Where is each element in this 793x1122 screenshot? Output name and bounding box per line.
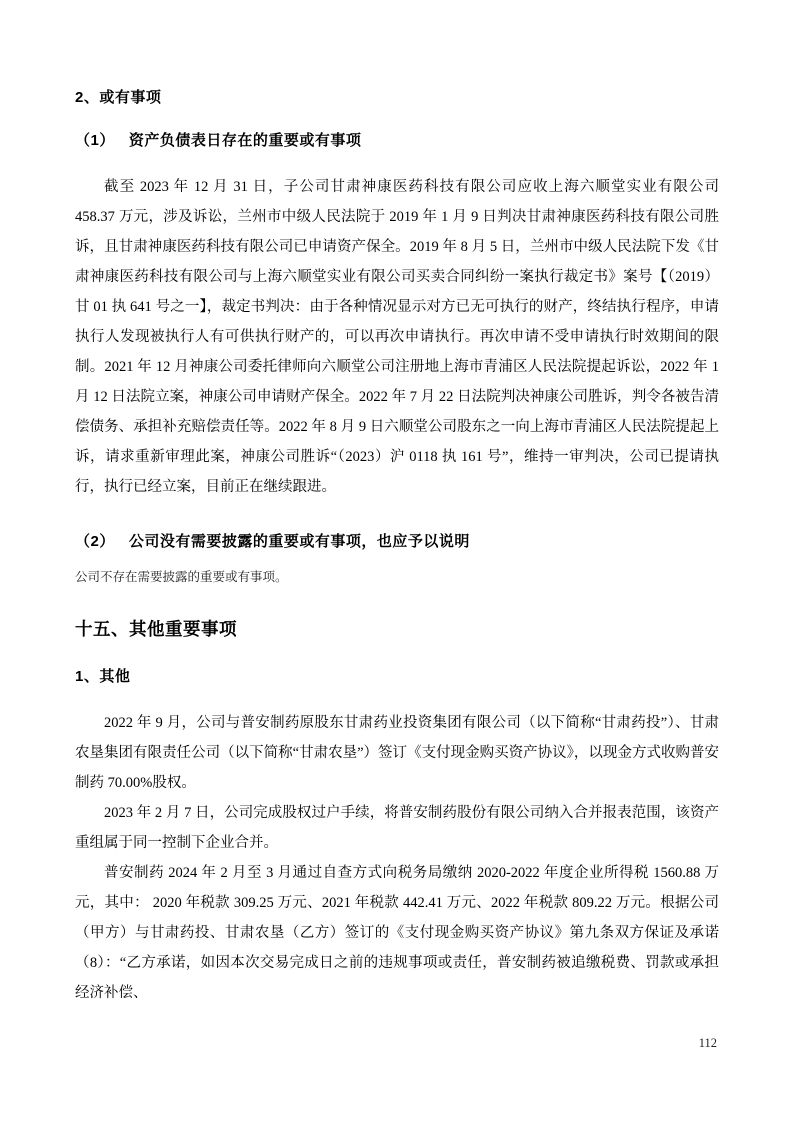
heading-sub1-title: 资产负债表日存在的重要或有事项	[128, 132, 362, 149]
heading-contingencies-sub1	[75, 129, 719, 150]
paragraph-litigation-detail: 截至 2023 年 12 月 31 日，子公司甘肃神康医药科技有限公司应收上海六顺堂实业有限公司 458.37 万元，涉及诉讼，兰州市中级人民法院于 2019 年 1 月 9 日判决甘肃神康医药科技有限公司胜诉，且甘肃神康医药科技有限公司已申请资产保全。2019 年 8 月 5 日，兰州市中级人民法院下发《甘肃神康医药科技有限公司与上海六顺堂实业有限公司买卖合同纠纷一案执行裁定书》案号【（2019）甘 01 执 641 号之一】，裁定书判决：由于各种情况显示对方已无可执行的财产，终结执行程序，申请执行人发现被执行人有可供执行财产的，可以再次申请执行。再次申请不受申请执行时效期间的限制。2021 年 12 月神康公司委托律师向六顺堂公司注册地上海市青浦区人民法院提起诉讼，2022 年 1 月 12 日法院立案，神康公司申请财产保全。2022 年 7 月 22 日法院判决神康公司胜诉，判令各被告清偿债务、承担补充赔偿责任等。2022 年 8 月 9 日六顺堂公司股东之一向上海市青浦区人民法院提起上诉，请求重新审理此案，神康公司胜诉“（2023）沪 0118 执 161 号”，维持一审判决，公司已提请执行，执行已经立案，目前正在继续跟进。	[75, 179, 719, 495]
heading-sub2-number: （2）	[75, 533, 115, 550]
heading-sub2-title: 公司没有需要披露的重要或有事项，也应予以说明	[128, 533, 470, 550]
heading-other-important-matters: 十五、其他重要事项	[75, 619, 237, 639]
heading-contingencies-sub2	[75, 530, 719, 551]
heading-contingencies: 2、或有事项	[75, 89, 162, 106]
heading-other-sub1: 1、其他	[75, 668, 131, 685]
heading-sub1-number: （1）	[75, 132, 115, 149]
paragraph-no-disclosure: 公司不存在需要披露的重要或有事项。	[75, 570, 288, 584]
paragraph-tax-payment: 普安制药 2024 年 2 月至 3 月通过自查方式向税务局缴纳 2020-2022 年度企业所得税 1560.88 万元，其中： 2020 年税款 309.25 万元、2021 年税款 442.41 万元、2022 年税款 809.22 万元。根据公司（甲方）与甘肃药投、甘肃农垦（乙方）签订的《支付现金购买资产协议》第九条双方保证及承诺（8）：“乙方承诺，如因本次交易完成日之前的违规事项或责任，普安制药被追缴税费、罚款或承担经济补偿、	[75, 865, 719, 1001]
paragraph-acquisition-agreement: 2022 年 9 月，公司与普安制药原股东甘肃药业投资集团有限公司（以下简称“甘肃药投”）、甘肃农垦集团有限责任公司（以下简称“甘肃农垦”）签订《支付现金购买资产协议》，以现金方式收购普安制药 70.00%股权。	[75, 715, 719, 791]
page-number: 112	[698, 1036, 717, 1050]
paragraph-equity-transfer: 2023 年 2 月 7 日，公司完成股权过户手续，将普安制药股份有限公司纳入合并报表范围，该资产重组属于同一控制下企业合并。	[75, 805, 719, 851]
